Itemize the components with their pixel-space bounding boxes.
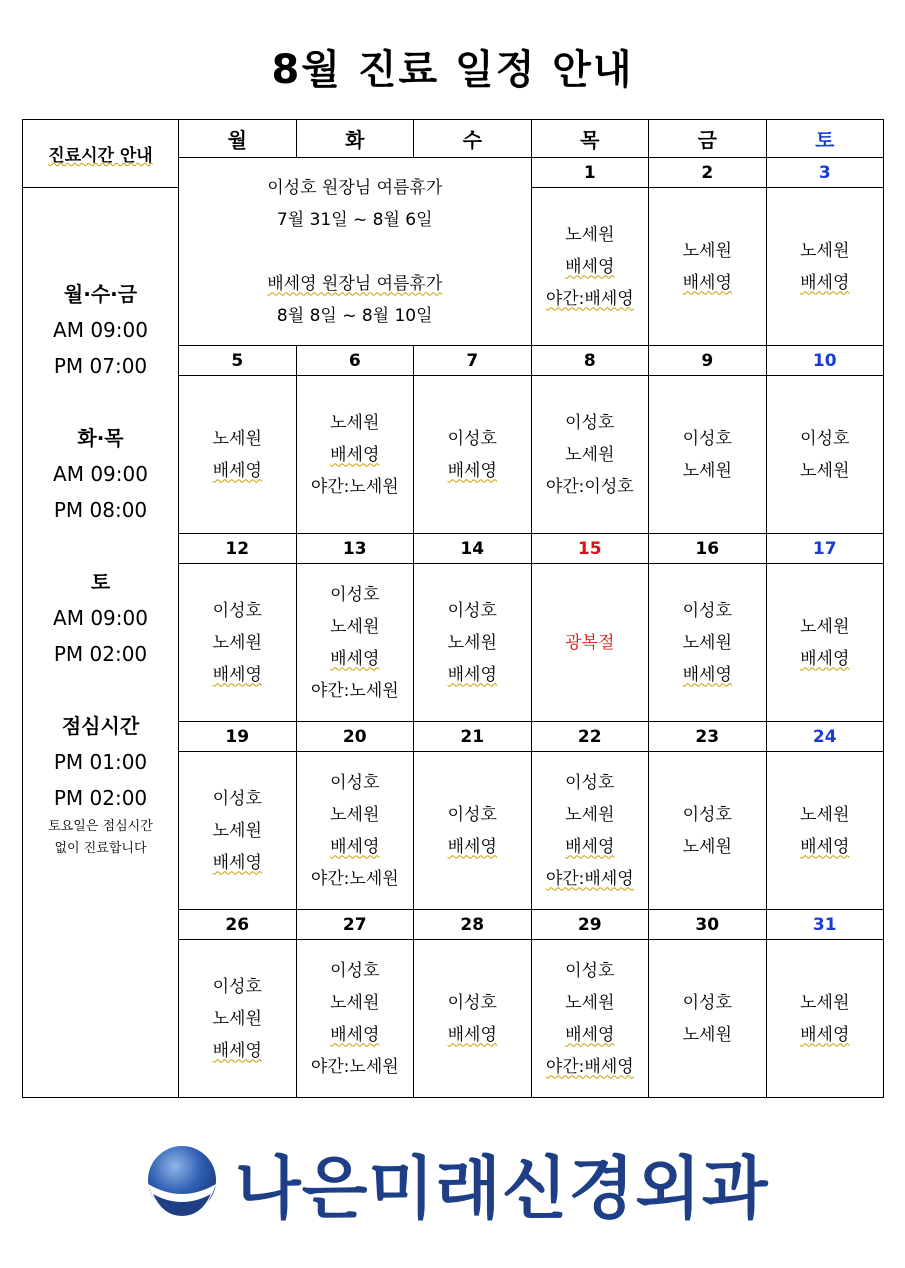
doctor-line: 노세원 bbox=[212, 820, 262, 841]
day-cell bbox=[414, 376, 532, 534]
doctor-line: 야간:배세영 bbox=[545, 1056, 634, 1077]
doctor-line: 노세원 bbox=[330, 992, 380, 1013]
doctor-line: 이성호 bbox=[330, 960, 380, 981]
doctor-line: 노세원 bbox=[330, 804, 380, 825]
day-number: 22 bbox=[531, 722, 649, 752]
day-cell bbox=[531, 940, 649, 1098]
doctor-line: 이성호 bbox=[447, 428, 497, 449]
doctor-line: 이성호 bbox=[212, 600, 262, 621]
doctor-line: 배세영 bbox=[565, 256, 615, 277]
doctor-line: 노세원 bbox=[682, 1024, 732, 1045]
doctor-line: 노세원 bbox=[565, 444, 615, 465]
doctor-line: 야간:노세원 bbox=[310, 476, 399, 497]
doctor-line: 이성호 bbox=[800, 428, 850, 449]
doctor-line: 배세영 bbox=[565, 836, 615, 857]
day-number: 31 bbox=[766, 910, 884, 940]
doctor-line: 야간:이성호 bbox=[545, 476, 634, 497]
doctor-line: 야간:배세영 bbox=[545, 868, 634, 889]
day-number: 27 bbox=[296, 910, 414, 940]
doctor-line: 배세영 bbox=[447, 460, 497, 481]
weekday-sat: 토 bbox=[766, 120, 884, 158]
weekday-fri: 금 bbox=[649, 120, 767, 158]
doctor-line: 광복절 bbox=[565, 632, 615, 653]
doctor-line: 이성호 bbox=[212, 976, 262, 997]
day-cell bbox=[179, 376, 297, 534]
doctor-line: 노세원 bbox=[330, 412, 380, 433]
day-cell bbox=[766, 188, 884, 346]
day-cell bbox=[649, 188, 767, 346]
doctor-line: 배세영 bbox=[682, 272, 732, 293]
day-number: 23 bbox=[649, 722, 767, 752]
day-cell bbox=[296, 752, 414, 910]
doctor-line: 노세원 bbox=[682, 836, 732, 857]
day-cell bbox=[296, 564, 414, 722]
day-cell bbox=[531, 376, 649, 534]
hours-label: 토 bbox=[90, 569, 111, 594]
doctor-line: 이성호 bbox=[447, 600, 497, 621]
doctor-line: 노세원 bbox=[212, 1008, 262, 1029]
doctor-line: 배세영 bbox=[212, 664, 262, 685]
doctor-line: 배세영 bbox=[212, 852, 262, 873]
doctor-line: 이성호 bbox=[212, 788, 262, 809]
doctor-line: 배세영 bbox=[800, 1024, 850, 1045]
day-number: 9 bbox=[649, 346, 767, 376]
day-cell bbox=[649, 564, 767, 722]
doctor-line: 이성호 bbox=[682, 428, 732, 449]
day-number: 7 bbox=[414, 346, 532, 376]
notice-line: 배세영 원장님 여름휴가 bbox=[267, 273, 443, 294]
doctor-line: 이성호 bbox=[682, 804, 732, 825]
doctor-line: 야간:배세영 bbox=[545, 288, 634, 309]
doctor-line: 이성호 bbox=[682, 600, 732, 621]
doctor-line: 노세원 bbox=[212, 428, 262, 449]
doctor-line: 이성호 bbox=[565, 960, 615, 981]
day-cell bbox=[766, 752, 884, 910]
hours-time: PM 07:00 bbox=[53, 353, 148, 378]
day-cell bbox=[296, 940, 414, 1098]
day-cell bbox=[179, 940, 297, 1098]
doctor-line: 배세영 bbox=[330, 444, 380, 465]
doctor-line: 노세원 bbox=[800, 992, 850, 1013]
doctor-line: 배세영 bbox=[330, 836, 380, 857]
vacation-notice bbox=[179, 158, 532, 346]
day-number: 24 bbox=[766, 722, 884, 752]
day-cell bbox=[766, 376, 884, 534]
hours-time: PM 08:00 bbox=[53, 497, 148, 522]
day-cell bbox=[414, 940, 532, 1098]
doctor-line: 배세영 bbox=[212, 460, 262, 481]
doctor-line: 야간:노세원 bbox=[310, 868, 399, 889]
hours-label: 화·목 bbox=[77, 425, 124, 450]
brand-name: 나은미래신경외과 bbox=[235, 1149, 769, 1229]
day-number: 1 bbox=[531, 158, 649, 188]
saturday-note: 토요일은 점심시간 bbox=[48, 818, 153, 834]
day-cell bbox=[179, 752, 297, 910]
hours-title: 진료시간 안내 bbox=[48, 146, 153, 166]
doctor-line: 배세영 bbox=[565, 1024, 615, 1045]
doctor-line: 배세영 bbox=[682, 664, 732, 685]
notice-line: 7월 31일 ~ 8월 6일 bbox=[276, 209, 433, 230]
doctor-line: 야간:노세원 bbox=[310, 680, 399, 701]
doctor-line: 이성호 bbox=[330, 772, 380, 793]
doctor-line: 이성호 bbox=[447, 992, 497, 1013]
day-number: 28 bbox=[414, 910, 532, 940]
doctor-line: 노세원 bbox=[565, 224, 615, 245]
doctor-line: 배세영 bbox=[447, 664, 497, 685]
doctor-line: 배세영 bbox=[447, 836, 497, 857]
doctor-line: 배세영 bbox=[330, 648, 380, 669]
schedule-calendar bbox=[22, 119, 884, 1098]
day-number: 6 bbox=[296, 346, 414, 376]
doctor-line: 노세원 bbox=[682, 460, 732, 481]
hours-time: AM 09:00 bbox=[53, 317, 148, 342]
day-number: 26 bbox=[179, 910, 297, 940]
doctor-line: 이성호 bbox=[565, 772, 615, 793]
hours-label: 점심시간 bbox=[61, 713, 140, 738]
day-cell bbox=[531, 188, 649, 346]
page-title: 8월 진료 일정 안내 bbox=[271, 47, 634, 93]
doctor-line: 노세원 bbox=[447, 632, 497, 653]
globe-logo-icon bbox=[145, 1144, 219, 1222]
day-cell bbox=[649, 940, 767, 1098]
saturday-note: 없이 진료합니다 bbox=[54, 840, 147, 856]
doctor-line: 노세원 bbox=[682, 240, 732, 261]
day-number: 16 bbox=[649, 534, 767, 564]
day-number: 29 bbox=[531, 910, 649, 940]
day-number: 21 bbox=[414, 722, 532, 752]
doctor-line: 노세원 bbox=[565, 804, 615, 825]
hours-time: PM 02:00 bbox=[53, 641, 148, 666]
day-number: 20 bbox=[296, 722, 414, 752]
doctor-line: 노세원 bbox=[800, 240, 850, 261]
day-number: 13 bbox=[296, 534, 414, 564]
day-number: 14 bbox=[414, 534, 532, 564]
brand-logo bbox=[145, 1140, 769, 1229]
weekday-mon: 월 bbox=[179, 120, 297, 158]
day-cell bbox=[179, 564, 297, 722]
doctor-line: 노세원 bbox=[800, 804, 850, 825]
day-number: 2 bbox=[649, 158, 767, 188]
day-cell bbox=[414, 752, 532, 910]
doctor-line: 이성호 bbox=[682, 992, 732, 1013]
notice-line: 8월 8일 ~ 8월 10일 bbox=[276, 305, 433, 326]
weekday-tue: 화 bbox=[296, 120, 414, 158]
notice-line: 이성호 원장님 여름휴가 bbox=[267, 177, 443, 198]
day-number: 30 bbox=[649, 910, 767, 940]
doctor-line: 이성호 bbox=[565, 412, 615, 433]
day-number: 12 bbox=[179, 534, 297, 564]
doctor-line: 배세영 bbox=[212, 1040, 262, 1061]
day-cell bbox=[414, 564, 532, 722]
day-cell bbox=[531, 564, 649, 722]
doctor-line: 노세원 bbox=[212, 632, 262, 653]
weekday-thu: 목 bbox=[531, 120, 649, 158]
doctor-line: 이성호 bbox=[330, 584, 380, 605]
hours-time: PM 01:00 bbox=[53, 749, 148, 774]
hours-time: AM 09:00 bbox=[53, 605, 148, 630]
doctor-line: 배세영 bbox=[447, 1024, 497, 1045]
day-number: 3 bbox=[766, 158, 884, 188]
day-number: 8 bbox=[531, 346, 649, 376]
hours-label: 월·수·금 bbox=[63, 281, 138, 306]
doctor-line: 노세원 bbox=[565, 992, 615, 1013]
doctor-line: 배세영 bbox=[800, 648, 850, 669]
doctor-line: 노세원 bbox=[330, 616, 380, 637]
hours-title-cell bbox=[23, 120, 179, 188]
doctor-line: 노세원 bbox=[800, 616, 850, 637]
clinic-hours bbox=[23, 188, 179, 1098]
doctor-line: 배세영 bbox=[800, 272, 850, 293]
weekday-wed: 수 bbox=[414, 120, 532, 158]
day-number: 15 bbox=[531, 534, 649, 564]
hours-time: AM 09:00 bbox=[53, 461, 148, 486]
day-cell bbox=[766, 940, 884, 1098]
doctor-line: 이성호 bbox=[447, 804, 497, 825]
day-cell bbox=[531, 752, 649, 910]
doctor-line: 노세원 bbox=[682, 632, 732, 653]
day-cell bbox=[649, 376, 767, 534]
doctor-line: 야간:노세원 bbox=[310, 1056, 399, 1077]
day-number: 10 bbox=[766, 346, 884, 376]
day-cell bbox=[296, 376, 414, 534]
doctor-line: 배세영 bbox=[330, 1024, 380, 1045]
day-number: 17 bbox=[766, 534, 884, 564]
doctor-line: 노세원 bbox=[800, 460, 850, 481]
hours-time: PM 02:00 bbox=[53, 785, 148, 810]
day-cell bbox=[649, 752, 767, 910]
day-cell bbox=[766, 564, 884, 722]
day-number: 19 bbox=[179, 722, 297, 752]
day-number: 5 bbox=[179, 346, 297, 376]
doctor-line: 배세영 bbox=[800, 836, 850, 857]
